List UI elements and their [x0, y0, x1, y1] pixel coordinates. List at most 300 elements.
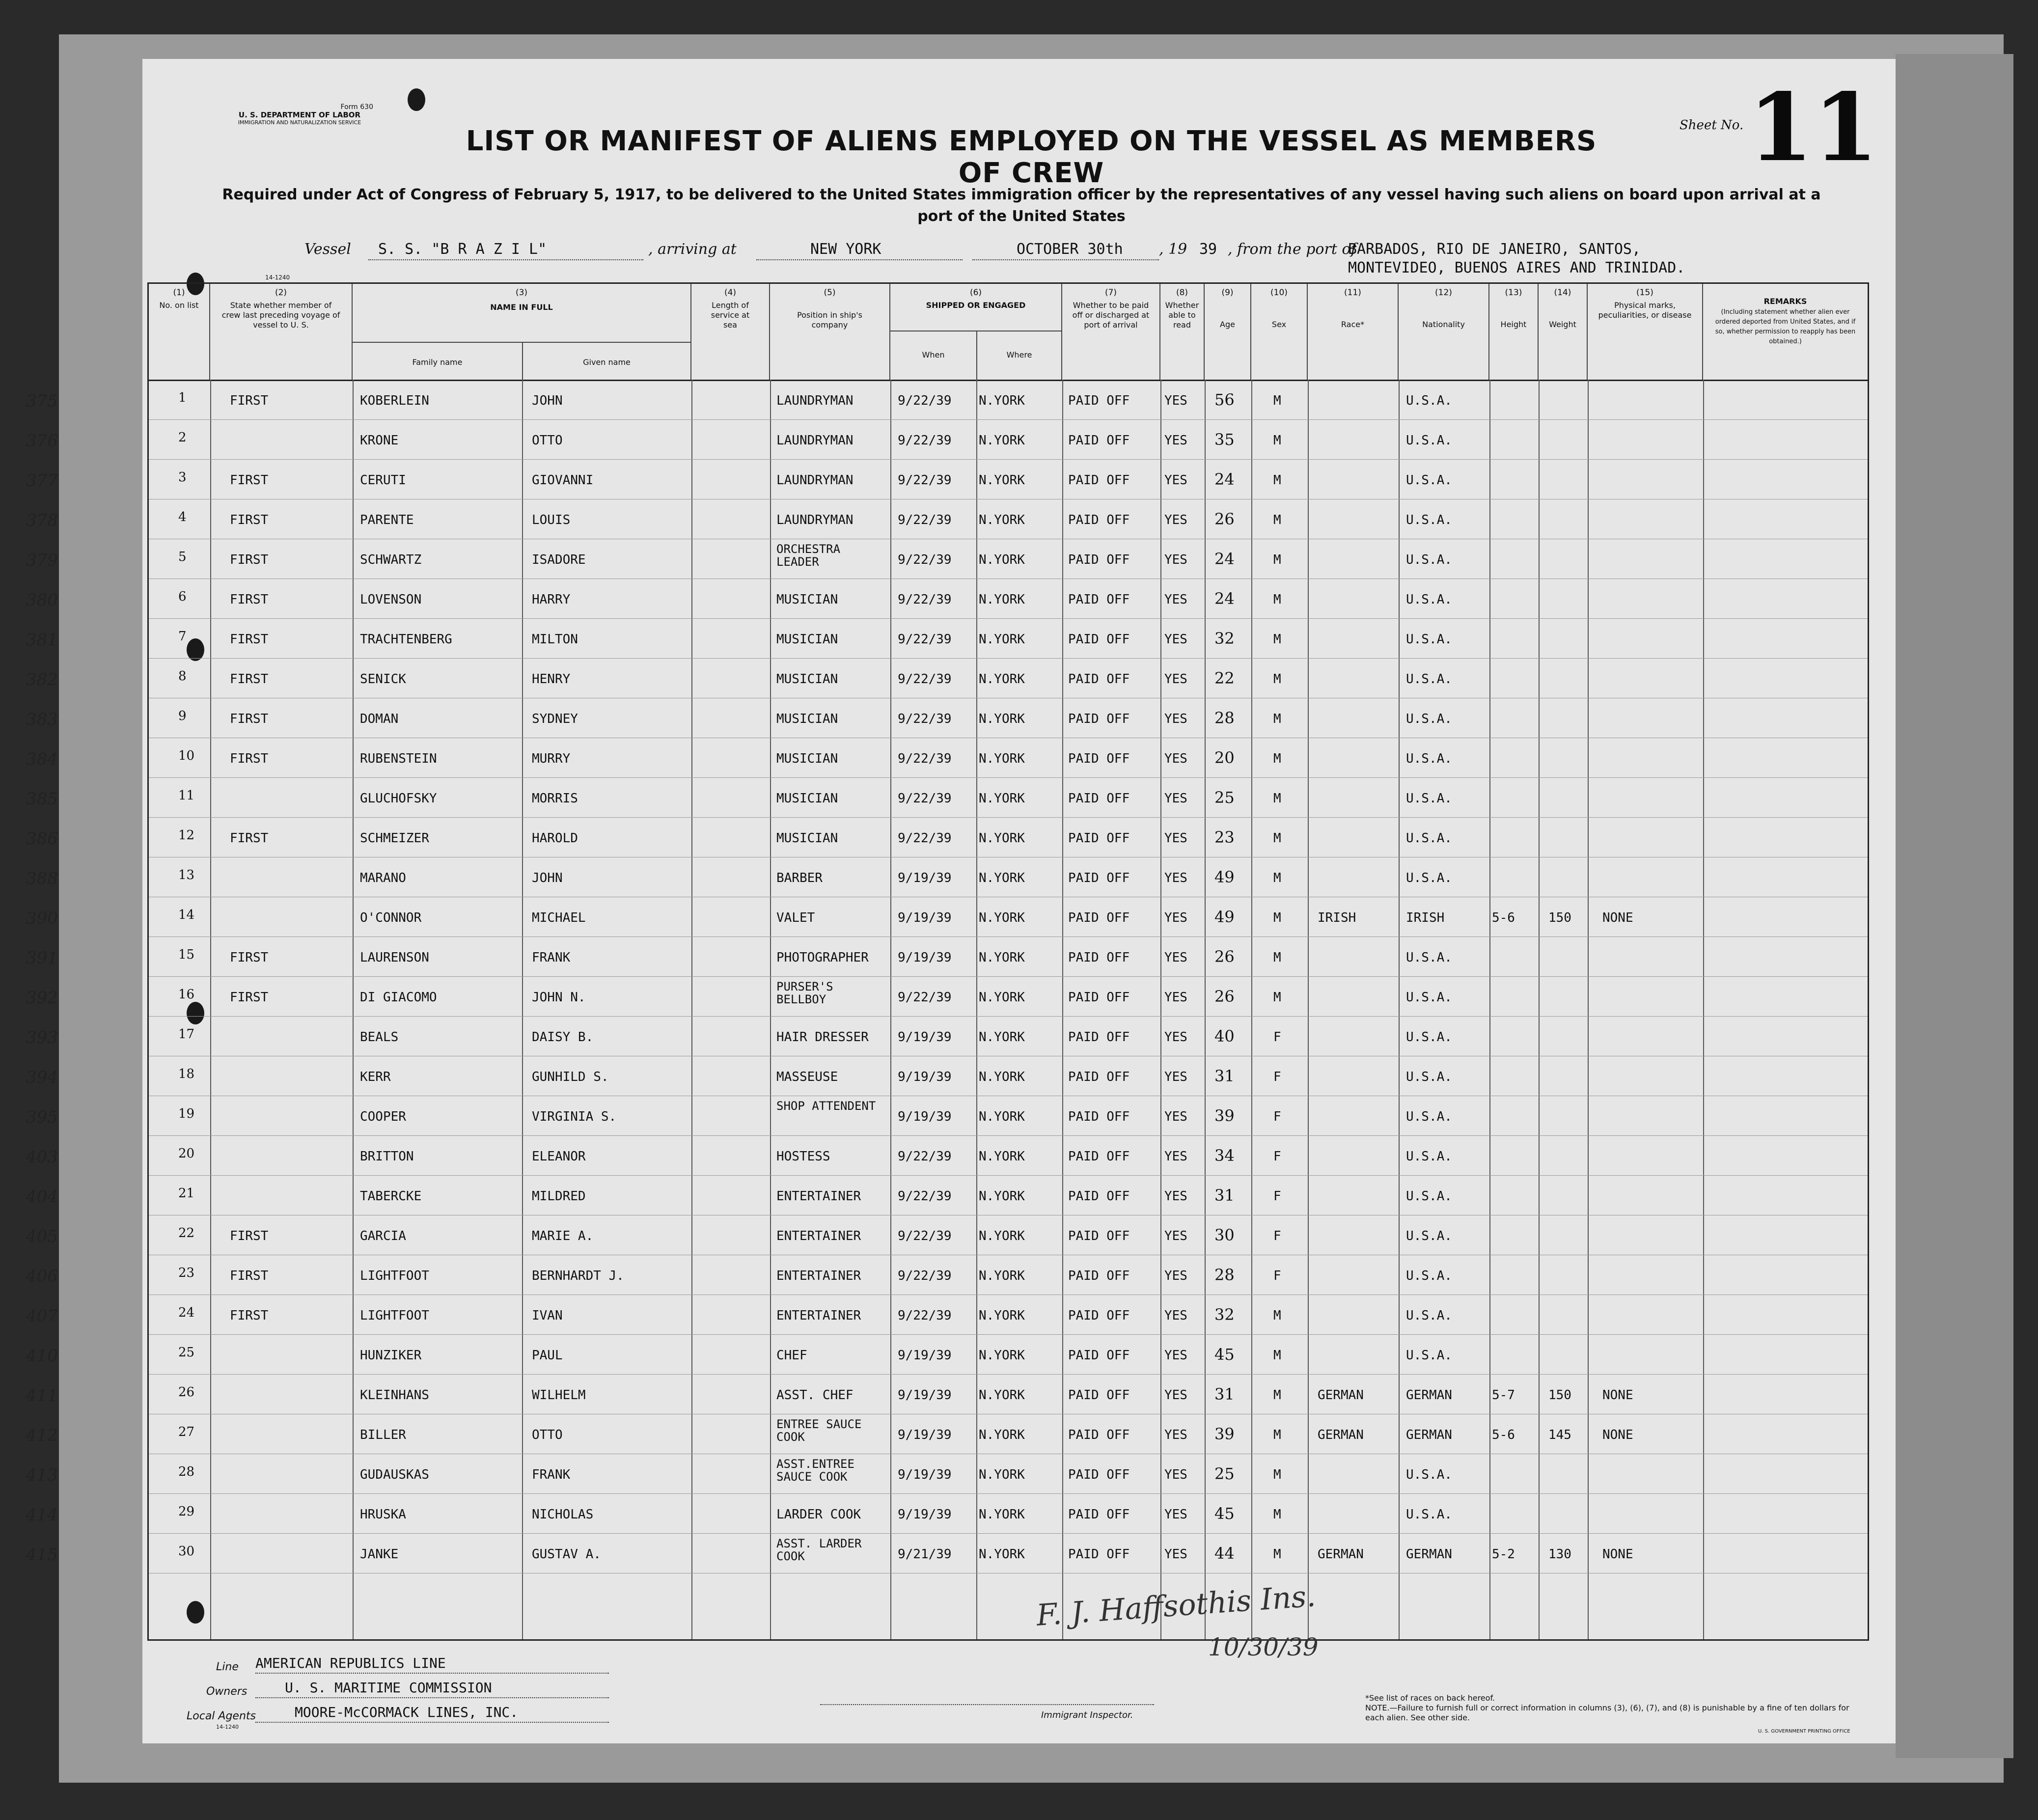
cell-position: MUSICIAN [776, 672, 838, 687]
header-last-voyage: (2) State whether member of crew last preceding voyage of vessel to U. S. [210, 284, 353, 380]
cell-nationality: U.S.A. [1406, 592, 1452, 607]
cell-shipped-when: 9/22/39 [898, 791, 952, 806]
cell-race: GERMAN [1318, 1547, 1364, 1562]
cell-sex: M [1273, 433, 1281, 448]
cell-given-name: GIOVANNI [532, 473, 594, 488]
cell-list-number: 16 [178, 987, 195, 1002]
cell-last-voyage: FIRST [230, 513, 269, 527]
cell-shipped-when: 9/22/39 [898, 1229, 952, 1243]
cell-family-name: HRUSKA [360, 1507, 406, 1522]
cell-list-number: 20 [178, 1146, 195, 1161]
cell-sex: M [1273, 871, 1281, 885]
cell-shipped-where: N.YORK [979, 473, 1025, 488]
cell-sex: M [1273, 910, 1281, 925]
cell-list-number: 23 [178, 1266, 195, 1280]
cell-paid-off: PAID OFF [1068, 712, 1130, 726]
header-name: (3) NAME IN FULL Family name Given name [353, 284, 691, 380]
cell-list-number: 1 [178, 390, 187, 405]
cell-shipped-where: N.YORK [979, 871, 1025, 885]
reference-number: 391 [26, 948, 58, 968]
cell-shipped-when: 9/22/39 [898, 1268, 952, 1283]
cell-sex: M [1273, 712, 1281, 726]
reference-number: 406 [26, 1267, 58, 1286]
cell-age: 45 [1214, 1345, 1235, 1364]
cell-given-name: MILDRED [532, 1189, 586, 1204]
cell-nationality: U.S.A. [1406, 1189, 1452, 1204]
cell-able-read: YES [1164, 871, 1187, 885]
cell-paid-off: PAID OFF [1068, 552, 1130, 567]
crew-table [26, 282, 1869, 1641]
cell-age: 49 [1214, 868, 1235, 886]
table-row [26, 380, 1868, 419]
cell-family-name: GUDAUSKAS [360, 1467, 429, 1482]
cell-age: 26 [1214, 987, 1235, 1006]
reference-number: 405 [26, 1227, 58, 1246]
cell-nationality: U.S.A. [1406, 791, 1452, 806]
cell-age: 26 [1214, 510, 1235, 528]
signature-date: 10/30/39 [1208, 1633, 1319, 1661]
table-row [26, 1493, 1868, 1533]
table-row [26, 976, 1868, 1016]
cell-shipped-where: N.YORK [979, 831, 1025, 846]
cell-position: PURSER'S BELLBOY [776, 980, 833, 1006]
cell-family-name: TRACHTENBERG [360, 632, 452, 647]
cell-age: 39 [1214, 1425, 1235, 1443]
cell-able-read: YES [1164, 1070, 1187, 1084]
cell-able-read: YES [1164, 1229, 1187, 1243]
cell-shipped-where: N.YORK [979, 1149, 1025, 1164]
table-row [26, 658, 1868, 698]
cell-position: LAUNDRYMAN [776, 513, 854, 527]
cell-position: MUSICIAN [776, 712, 838, 726]
header-length-service: (4) Length of service at sea [691, 284, 770, 380]
cell-nationality: U.S.A. [1406, 1070, 1452, 1084]
cell-paid-off: PAID OFF [1068, 1428, 1130, 1442]
header-shipped: (6) SHIPPED OR ENGAGED When Where [890, 284, 1062, 380]
cell-height: 5-2 [1492, 1547, 1515, 1562]
cell-able-read: YES [1164, 1348, 1187, 1363]
cell-able-read: YES [1164, 1467, 1187, 1482]
sheet-number: 11 [1748, 73, 1878, 182]
cell-sex: M [1273, 473, 1281, 488]
cell-paid-off: PAID OFF [1068, 910, 1130, 925]
header-height: (13) Height [1489, 284, 1539, 380]
table-row [26, 1016, 1868, 1056]
cell-shipped-where: N.YORK [979, 632, 1025, 647]
cell-sex: M [1273, 672, 1281, 687]
cell-family-name: SCHWARTZ [360, 552, 422, 567]
cell-weight: 150 [1548, 910, 1571, 925]
table-row [26, 1374, 1868, 1414]
cell-family-name: GARCIA [360, 1229, 406, 1243]
cell-shipped-when: 9/22/39 [898, 1149, 952, 1164]
owners-value: U. S. MARITIME COMMISSION [285, 1680, 492, 1696]
cell-given-name: VIRGINIA S. [532, 1109, 617, 1124]
cell-list-number: 14 [178, 908, 195, 922]
cell-shipped-where: N.YORK [979, 1109, 1025, 1124]
cell-able-read: YES [1164, 950, 1187, 965]
cell-sex: F [1273, 1189, 1281, 1204]
cell-nationality: U.S.A. [1406, 672, 1452, 687]
cell-last-voyage: FIRST [230, 473, 269, 488]
cell-position: PHOTOGRAPHER [776, 950, 869, 965]
cell-family-name: DI GIACOMO [360, 990, 437, 1005]
table-row [26, 1096, 1868, 1135]
table-row [26, 1255, 1868, 1295]
header-family-name: Family name [412, 358, 463, 367]
cell-family-name: BEALS [360, 1030, 399, 1045]
cell-sex: F [1273, 1149, 1281, 1164]
table-row [26, 459, 1868, 499]
cell-shipped-when: 9/22/39 [898, 433, 952, 448]
cell-age: 44 [1214, 1544, 1235, 1563]
cell-able-read: YES [1164, 393, 1187, 408]
reference-number: 390 [26, 909, 58, 928]
cell-age: 30 [1214, 1226, 1235, 1244]
cell-age: 34 [1214, 1146, 1235, 1165]
penalty-note: NOTE.—Failure to furnish full or correct information in columns (3), (6), (7), and (8) is punishable by a fine of ten dollars for each alien. See other side. [1365, 1703, 1849, 1722]
cell-shipped-when: 9/22/39 [898, 672, 952, 687]
cell-able-read: YES [1164, 831, 1187, 846]
cell-nationality: U.S.A. [1406, 513, 1452, 527]
cell-able-read: YES [1164, 751, 1187, 766]
cell-sex: M [1273, 950, 1281, 965]
cell-list-number: 8 [178, 669, 187, 684]
reference-number: 382 [26, 670, 58, 689]
cell-position: MASSEUSE [776, 1070, 838, 1084]
cell-physical-marks: NONE [1602, 1547, 1633, 1562]
cell-family-name: BILLER [360, 1428, 406, 1442]
cell-able-read: YES [1164, 433, 1187, 448]
cell-position: HAIR DRESSER [776, 1030, 869, 1045]
table-row [26, 499, 1868, 539]
cell-shipped-when: 9/22/39 [898, 751, 952, 766]
cell-race: GERMAN [1318, 1428, 1364, 1442]
cell-position: MUSICIAN [776, 632, 838, 647]
cell-list-number: 24 [178, 1305, 195, 1320]
sheet-number-label: Sheet No. [1680, 118, 1744, 133]
cell-sex: M [1273, 1348, 1281, 1363]
arriving-label: , arriving at [648, 241, 737, 258]
cell-shipped-where: N.YORK [979, 433, 1025, 448]
cell-family-name: HUNZIKER [360, 1348, 422, 1363]
cell-given-name: IVAN [532, 1308, 563, 1323]
reference-number: 376 [26, 431, 58, 451]
cell-shipped-where: N.YORK [979, 1030, 1025, 1045]
cell-shipped-where: N.YORK [979, 1467, 1025, 1482]
table-row [26, 1454, 1868, 1493]
cell-shipped-where: N.YORK [979, 712, 1025, 726]
cell-family-name: LIGHTFOOT [360, 1308, 429, 1323]
cell-shipped-when: 9/19/39 [898, 1467, 952, 1482]
cell-paid-off: PAID OFF [1068, 433, 1130, 448]
cell-given-name: JOHN [532, 871, 563, 885]
cell-paid-off: PAID OFF [1068, 990, 1130, 1005]
cell-nationality: U.S.A. [1406, 1109, 1452, 1124]
form-number: Form 630 [340, 103, 373, 111]
cell-list-number: 9 [178, 709, 187, 723]
cell-age: 49 [1214, 908, 1235, 926]
cell-list-number: 6 [178, 589, 187, 604]
cell-list-number: 11 [178, 788, 195, 803]
cell-able-read: YES [1164, 712, 1187, 726]
cell-paid-off: PAID OFF [1068, 1388, 1130, 1403]
cell-shipped-where: N.YORK [979, 751, 1025, 766]
cell-family-name: SENICK [360, 672, 406, 687]
cell-shipped-where: N.YORK [979, 1428, 1025, 1442]
cell-physical-marks: NONE [1602, 1388, 1633, 1403]
cell-paid-off: PAID OFF [1068, 1109, 1130, 1124]
cell-nationality: U.S.A. [1406, 1149, 1452, 1164]
cell-nationality: U.S.A. [1406, 990, 1452, 1005]
cell-able-read: YES [1164, 473, 1187, 488]
cell-list-number: 19 [178, 1106, 195, 1121]
cell-list-number: 29 [178, 1504, 195, 1519]
cell-shipped-when: 9/22/39 [898, 990, 952, 1005]
cell-given-name: HENRY [532, 672, 571, 687]
cell-position: LAUNDRYMAN [776, 433, 854, 448]
cell-given-name: MURRY [532, 751, 571, 766]
cell-sex: M [1273, 1388, 1281, 1403]
cell-position: HOSTESS [776, 1149, 830, 1164]
cell-age: 28 [1214, 709, 1235, 727]
reference-number: 412 [26, 1426, 58, 1445]
cell-age: 25 [1214, 1464, 1235, 1483]
cell-shipped-where: N.YORK [979, 1268, 1025, 1283]
department-name: U. S. DEPARTMENT OF LABOR [238, 110, 361, 119]
arriving-port: NEW YORK [810, 241, 881, 258]
cell-family-name: LAURENSON [360, 950, 429, 965]
cell-nationality: U.S.A. [1406, 1268, 1452, 1283]
cell-given-name: WILHELM [532, 1388, 586, 1403]
cell-last-voyage: FIRST [230, 1268, 269, 1283]
cell-physical-marks: NONE [1602, 910, 1633, 925]
cell-shipped-when: 9/22/39 [898, 552, 952, 567]
header-shipped-when: When [922, 350, 945, 359]
cell-sex: M [1273, 1547, 1281, 1562]
cell-list-number: 10 [178, 748, 195, 763]
header-list-no: (1) No. on list [149, 284, 210, 380]
cell-last-voyage: FIRST [230, 831, 269, 846]
cell-race: GERMAN [1318, 1388, 1364, 1403]
cell-shipped-when: 9/22/39 [898, 712, 952, 726]
cell-nationality: GERMAN [1406, 1388, 1452, 1403]
cell-physical-marks: NONE [1602, 1428, 1633, 1442]
cell-shipped-when: 9/19/39 [898, 1030, 952, 1045]
from-port-2: MONTEVIDEO, BUENOS AIRES AND TRINIDAD. [1348, 259, 1685, 276]
cell-family-name: BRITTON [360, 1149, 414, 1164]
cell-age: 24 [1214, 470, 1235, 489]
footer-form-code: 14-1240 [216, 1724, 239, 1730]
from-port-label: , from the port of [1228, 241, 1356, 258]
cell-able-read: YES [1164, 1547, 1187, 1562]
cell-nationality: GERMAN [1406, 1547, 1452, 1562]
header-sex: (10) Sex [1251, 284, 1308, 380]
cell-position: CHEF [776, 1348, 807, 1363]
cell-position: LAUNDRYMAN [776, 473, 854, 488]
cell-given-name: MICHAEL [532, 910, 586, 925]
cell-age: 24 [1214, 589, 1235, 608]
cell-last-voyage: FIRST [230, 751, 269, 766]
cell-age: 25 [1214, 788, 1235, 807]
cell-paid-off: PAID OFF [1068, 1507, 1130, 1522]
cell-age: 45 [1214, 1504, 1235, 1523]
cell-shipped-when: 9/19/39 [898, 1507, 952, 1522]
cell-given-name: FRANK [532, 950, 571, 965]
cell-shipped-when: 9/22/39 [898, 592, 952, 607]
cell-paid-off: PAID OFF [1068, 950, 1130, 965]
cell-position: MUSICIAN [776, 592, 838, 607]
cell-position: ORCHESTRA LEADER [776, 542, 841, 569]
cell-height: 5-7 [1492, 1388, 1515, 1403]
reference-number: 392 [26, 988, 58, 1008]
cell-paid-off: PAID OFF [1068, 1268, 1130, 1283]
cell-nationality: GERMAN [1406, 1428, 1452, 1442]
service-name: IMMIGRATION AND NATURALIZATION SERVICE [238, 119, 361, 126]
cell-given-name: BERNHARDT J. [532, 1268, 624, 1283]
cell-age: 35 [1214, 430, 1235, 449]
cell-age: 22 [1214, 669, 1235, 688]
cell-nationality: U.S.A. [1406, 552, 1452, 567]
cell-last-voyage: FIRST [230, 672, 269, 687]
reference-number: 375 [26, 391, 58, 411]
cell-height: 5-6 [1492, 1428, 1515, 1442]
cell-shipped-when: 9/21/39 [898, 1547, 952, 1562]
cell-sex: M [1273, 990, 1281, 1005]
cell-given-name: MILTON [532, 632, 578, 647]
cell-able-read: YES [1164, 552, 1187, 567]
cell-position: ENTERTAINER [776, 1189, 861, 1204]
cell-age: 26 [1214, 947, 1235, 966]
cell-age: 31 [1214, 1186, 1235, 1205]
cell-weight: 130 [1548, 1547, 1571, 1562]
cell-paid-off: PAID OFF [1068, 1189, 1130, 1204]
cell-able-read: YES [1164, 513, 1187, 527]
header-age: (9) Age [1205, 284, 1251, 380]
cell-given-name: JOHN [532, 393, 563, 408]
cell-shipped-when: 9/22/39 [898, 632, 952, 647]
cell-sex: F [1273, 1268, 1281, 1283]
page-title: LIST OR MANIFEST OF ALIENS EMPLOYED ON THE VESSEL AS MEMBERS OF CREW [466, 125, 1597, 189]
line-value: AMERICAN REPUBLICS LINE [255, 1655, 446, 1671]
cell-last-voyage: FIRST [230, 592, 269, 607]
cell-shipped-where: N.YORK [979, 393, 1025, 408]
reference-number: 388 [26, 869, 58, 888]
cell-paid-off: PAID OFF [1068, 672, 1130, 687]
cell-sex: F [1273, 1109, 1281, 1124]
cell-sex: M [1273, 1467, 1281, 1482]
cell-last-voyage: FIRST [230, 1229, 269, 1243]
cell-list-number: 2 [178, 430, 187, 445]
cell-list-number: 13 [178, 868, 195, 882]
cell-family-name: KLEINHANS [360, 1388, 429, 1403]
cell-family-name: PARENTE [360, 513, 414, 527]
cell-nationality: U.S.A. [1406, 1507, 1452, 1522]
cell-able-read: YES [1164, 1109, 1187, 1124]
cell-position: LAUNDRYMAN [776, 393, 854, 408]
cell-given-name: OTTO [532, 433, 563, 448]
cell-family-name: MARANO [360, 871, 406, 885]
cell-nationality: U.S.A. [1406, 751, 1452, 766]
cell-age: 40 [1214, 1027, 1235, 1046]
cell-given-name: ISADORE [532, 552, 586, 567]
table-row [26, 857, 1868, 897]
reference-number: 415 [26, 1545, 58, 1565]
cell-shipped-where: N.YORK [979, 791, 1025, 806]
cell-given-name: GUNHILD S. [532, 1070, 609, 1084]
cell-shipped-where: N.YORK [979, 1229, 1025, 1243]
punch-hole [408, 88, 425, 111]
reference-number: 379 [26, 551, 58, 570]
header-weight: (14) Weight [1539, 284, 1588, 380]
cell-family-name: GLUCHOFSKY [360, 791, 437, 806]
header-remarks: REMARKS (Including statement whether alien ever ordered deported from United States, and if so, whether permission to reapply has been obtained.) [1715, 297, 1856, 345]
cell-paid-off: PAID OFF [1068, 1229, 1130, 1243]
cell-sex: F [1273, 1070, 1281, 1084]
cell-position: SHOP ATTENDENT [776, 1099, 876, 1113]
cell-paid-off: PAID OFF [1068, 473, 1130, 488]
cell-age: 32 [1214, 1305, 1235, 1324]
cell-age: 28 [1214, 1266, 1235, 1284]
cell-able-read: YES [1164, 910, 1187, 925]
table-row [26, 817, 1868, 857]
cell-shipped-where: N.YORK [979, 1388, 1025, 1403]
cell-shipped-where: N.YORK [979, 910, 1025, 925]
cell-paid-off: PAID OFF [1068, 1070, 1130, 1084]
owners-label: Owners [206, 1685, 248, 1698]
cell-able-read: YES [1164, 1308, 1187, 1323]
table-row [26, 1414, 1868, 1454]
cell-position: ASST.ENTREE SAUCE COOK [776, 1457, 854, 1484]
table-row [26, 539, 1868, 579]
reference-number: 393 [26, 1028, 58, 1048]
cell-shipped-when: 9/22/39 [898, 473, 952, 488]
races-note: *See list of races on back hereof. [1365, 1693, 1495, 1703]
cell-sex: M [1273, 393, 1281, 408]
footer [187, 1655, 1866, 1734]
cell-family-name: DOMAN [360, 712, 399, 726]
cell-family-name: KOBERLEIN [360, 393, 429, 408]
table-row [26, 579, 1868, 618]
cell-given-name: HAROLD [532, 831, 578, 846]
cell-age: 31 [1214, 1385, 1235, 1404]
cell-nationality: U.S.A. [1406, 950, 1452, 965]
header-shipped-where: Where [1006, 350, 1032, 359]
cell-shipped-when: 9/19/39 [898, 1070, 952, 1084]
cell-given-name: GUSTAV A. [532, 1547, 601, 1562]
cell-shipped-where: N.YORK [979, 1348, 1025, 1363]
cell-nationality: U.S.A. [1406, 712, 1452, 726]
cell-nationality: U.S.A. [1406, 393, 1452, 408]
cell-last-voyage: FIRST [230, 552, 269, 567]
cell-weight: 150 [1548, 1388, 1571, 1403]
cell-age: 39 [1214, 1106, 1235, 1125]
cell-position: ENTERTAINER [776, 1308, 861, 1323]
vessel-name: S. S. "B R A Z I L" [378, 241, 547, 258]
cell-position: ASST. LARDER COOK [776, 1537, 862, 1563]
cell-shipped-where: N.YORK [979, 990, 1025, 1005]
cell-able-read: YES [1164, 1388, 1187, 1403]
cell-shipped-when: 9/19/39 [898, 1388, 952, 1403]
cell-list-number: 3 [178, 470, 187, 485]
reference-number: 386 [26, 829, 58, 849]
table-row [26, 419, 1868, 459]
cell-shipped-when: 9/19/39 [898, 950, 952, 965]
cell-sex: M [1273, 1428, 1281, 1442]
cell-height: 5-6 [1492, 910, 1515, 925]
cell-sex: M [1273, 552, 1281, 567]
cell-able-read: YES [1164, 1189, 1187, 1204]
